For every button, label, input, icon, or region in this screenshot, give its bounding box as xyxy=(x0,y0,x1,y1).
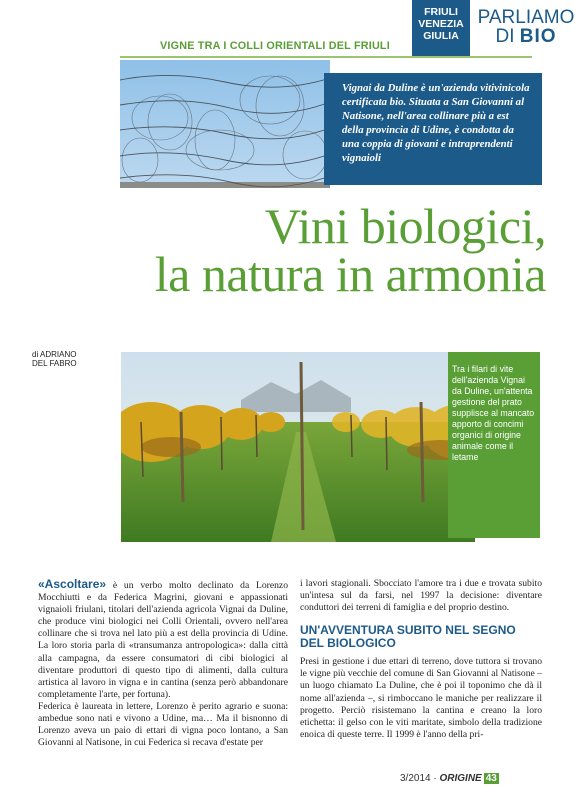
section-line-1: PARLIAMO xyxy=(477,7,575,28)
lead-word: «Ascoltare» xyxy=(38,577,107,591)
magazine-brand: ORIGINE xyxy=(439,773,482,784)
vineyard-illustration xyxy=(121,352,475,542)
page-number: 43 xyxy=(485,773,497,784)
body-paragraph-4: Presi in gestione i due ettari di terreno, dove tuttora si trovano le vigne più vecchie del comune di San Giovanni al Natisone – un luogo chiamato La Duline, che è poi il toponimo che dà il nome all'azienda –, si rimboccano le maniche per realizzare il progetto. Perciò risistemano la cantina e creano la loro etichetta: il gelso con le viti maritate, simbolo della tradizione enoica di queste terre. Il 1999 è l'anno della pri- xyxy=(300,656,542,740)
body-paragraph-1 xyxy=(38,578,288,701)
section-subhead: UN'AVVENTURA SUBITO NEL SEGNO DEL BIOLOGICO xyxy=(300,623,516,651)
section-tag xyxy=(474,8,578,46)
region-line-2: VENEZIA xyxy=(418,18,464,30)
paragraph-1-text: è un verbo molto declinato da Lorenzo Mocchiutti e da Federica Magrini, giovani e appassionati vignaioli friulani, titolari dell'azienda agricola Vignai da Duline, che produce vini biologici nei Colli Orientali, ovvero nell'area collinare che si trova nel lato più a est della provincia di Udine. La loro storia parla di «transumanza antropologica»: dalla città alla campagna, da essere consumatori di cibi biologici al diventare produttori di questo tipo di alimenti, dalla cultura artistica al lavoro in vigna e in cantina (senza però abbandonare completamente l'arte, per fortuna). xyxy=(38,580,288,700)
barbed-wire-illustration xyxy=(120,60,330,188)
section-line-2-prefix: DI xyxy=(495,26,520,47)
intro-box: Vignai da Duline è un'azienda vitivinicola certificata bio. Situata a San Giovanni al Natisone, nell'area collinare più a est della provincia di Udine, è condotta da una coppia di giovani e intraprendenti vignaioli xyxy=(324,73,542,185)
page-title xyxy=(56,198,546,302)
kicker-rule xyxy=(120,56,532,58)
kicker: VIGNE TRA I COLLI ORIENTALI DEL FRIULI xyxy=(160,40,390,52)
byline-line-1: di ADRIANO xyxy=(32,350,77,359)
issue-label: 3/2014 · xyxy=(400,773,440,784)
page-footer xyxy=(400,773,499,784)
section-line-2-bold: BIO xyxy=(519,26,557,47)
body-column-left xyxy=(38,578,288,749)
title-line-2: la natura in armonia xyxy=(154,246,546,302)
body-paragraph-3: i lavori stagionali. Sbocciato l'amore tra i due e trovata subito un'intesa sul da farsi, nel 1997 la decisione: diventare conduttori dei terreni di famiglia e del proprio destino. xyxy=(300,578,542,614)
region-line-3: GIULIA xyxy=(423,30,459,42)
region-tag xyxy=(412,0,470,58)
section-line-2 xyxy=(474,27,578,46)
region-line-1: FRIULI xyxy=(424,6,458,18)
byline-line-2: DEL FABRO xyxy=(32,359,77,368)
byline xyxy=(32,350,77,368)
body-paragraph-2: Federica è laureata in lettere, Lorenzo è perito agrario e suona: ambedue sono nati e vivono a Udine, ma… Ma il bisnonno di Lorenzo aveva un paio di ettari di vigna poco lontano, a San Giovanni al Natisone, in cui Federica si recava d'estate per xyxy=(38,700,288,749)
title-line-1: Vini biologici, xyxy=(264,198,546,254)
photo-caption: Tra i filari di vite dell'azienda Vignai da Duline, un'attenta gestione del prato supplisce al mancato apporto di concimi organici di origine animale come il letame xyxy=(448,352,540,538)
vineyard-photo xyxy=(121,352,475,542)
body-column-right xyxy=(300,578,542,741)
barbed-wire-photo xyxy=(120,60,330,188)
